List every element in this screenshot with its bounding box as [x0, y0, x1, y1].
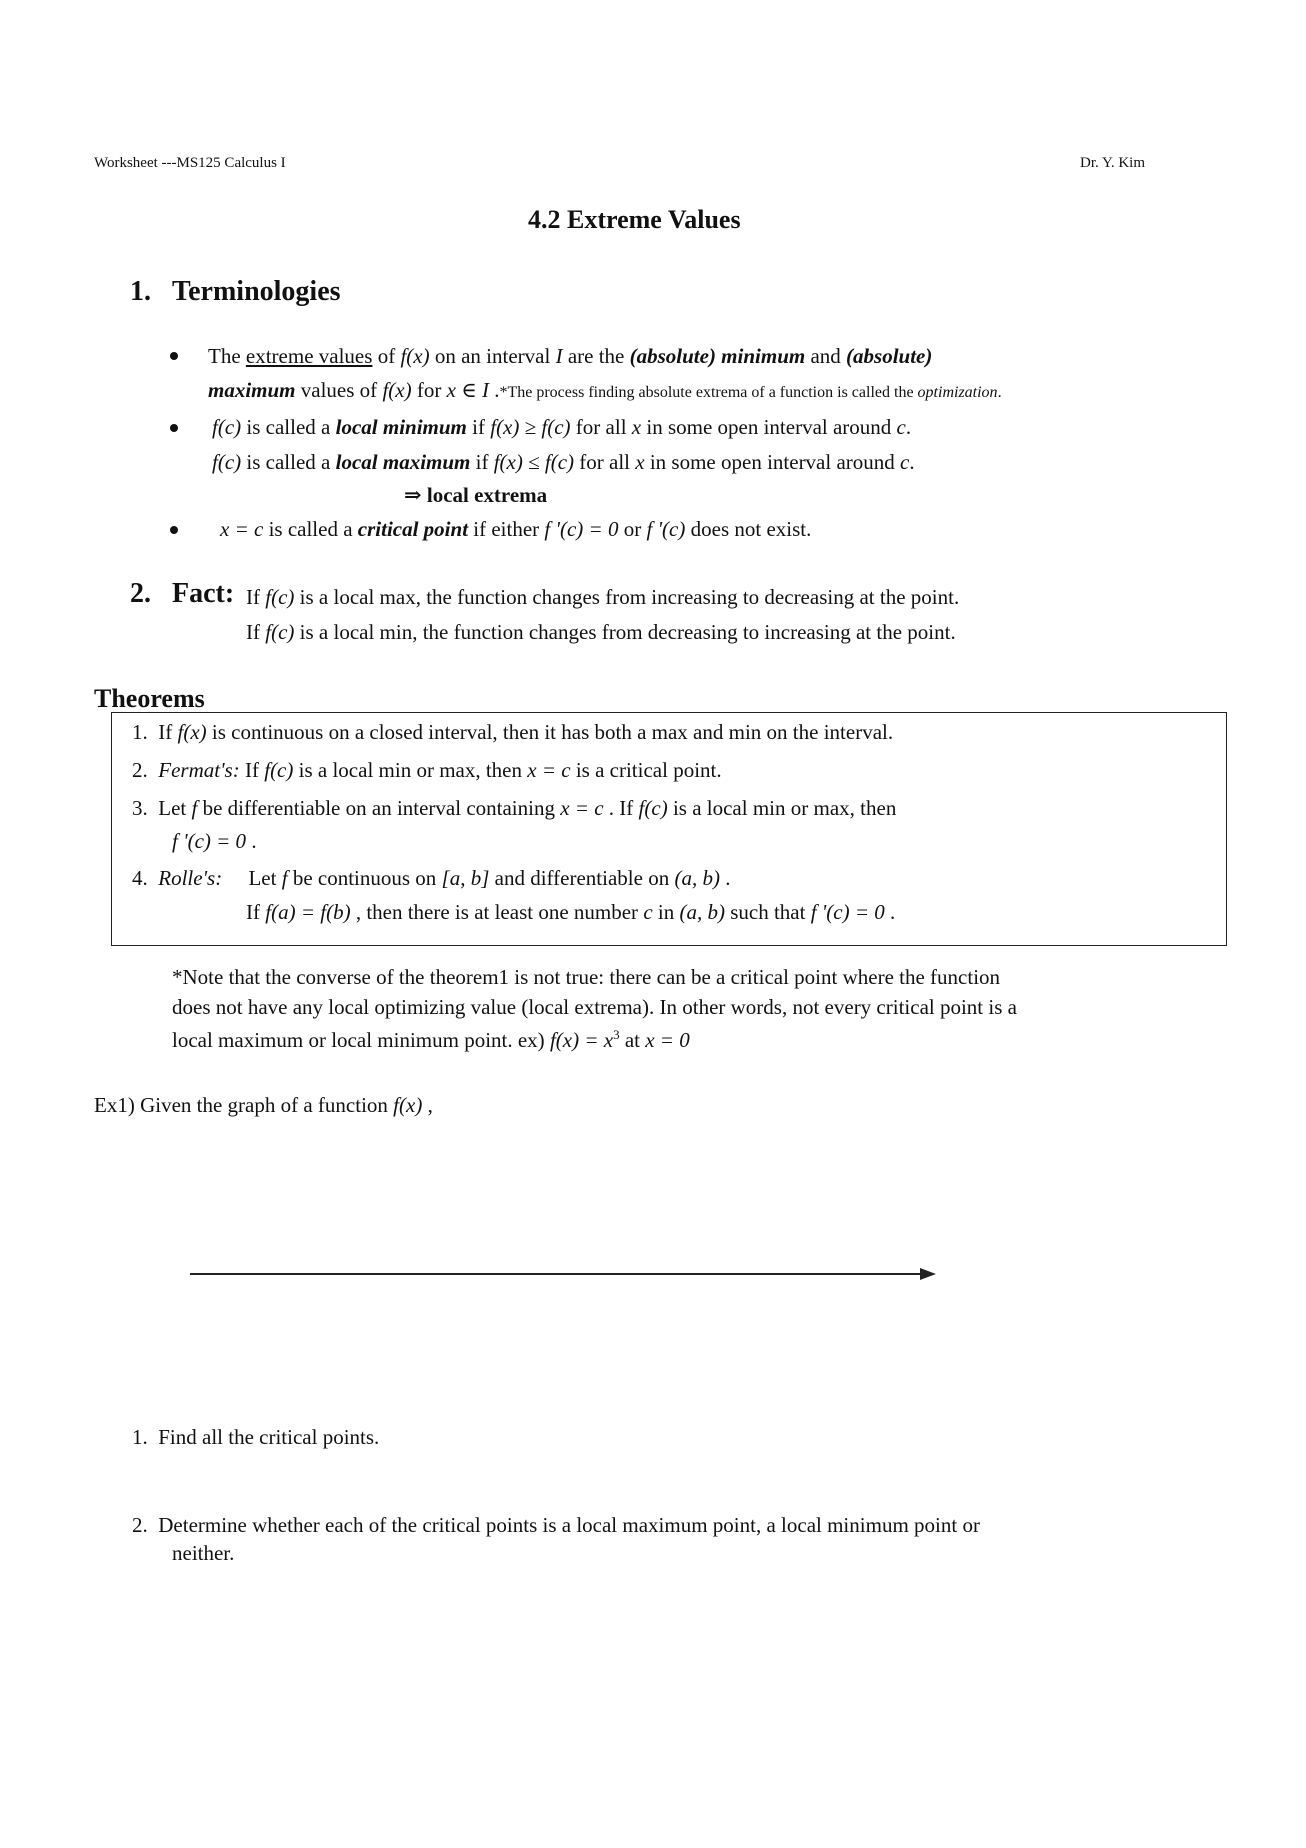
- text: for all: [574, 450, 636, 474]
- rolle-label: Rolle's:: [158, 866, 223, 890]
- fact-line2: [246, 617, 956, 647]
- header-right: Dr. Y. Kim: [1080, 155, 1146, 171]
- text: values of: [295, 378, 383, 402]
- local-extrema-label: local extrema: [426, 483, 548, 507]
- text: . If: [603, 796, 639, 820]
- math-fc: f(c): [265, 620, 295, 644]
- text: is a local min or max, then: [293, 758, 528, 782]
- text: and: [805, 344, 847, 368]
- text: is called a: [241, 450, 336, 474]
- section1-number: 1.: [130, 276, 151, 307]
- text: if: [470, 450, 494, 474]
- text: is called a: [263, 517, 358, 541]
- bullet1-line1: [208, 341, 932, 371]
- math-c: c: [643, 900, 653, 924]
- text: .: [905, 415, 912, 439]
- text: local maximum or local minimum point. ex): [172, 1028, 550, 1052]
- math-x: x: [635, 450, 645, 474]
- theorem-1: [132, 717, 893, 747]
- text: , then there is at least one number: [350, 900, 644, 924]
- question-text: Find all the critical points.: [158, 1425, 380, 1449]
- text: .: [719, 866, 731, 890]
- text: The: [208, 344, 246, 368]
- text: ,: [422, 1093, 433, 1117]
- math-c: c: [900, 450, 910, 474]
- text: such that: [724, 900, 811, 924]
- text: If: [158, 720, 178, 744]
- optimization-note: *The process finding absolute extrema of a function is called the: [499, 384, 918, 401]
- text: at: [619, 1028, 646, 1052]
- text: .: [909, 450, 915, 474]
- critical-point-term: critical point: [357, 517, 469, 541]
- math-fa-equals-fb: f(a) = f(b): [265, 900, 351, 924]
- text: Let: [158, 796, 192, 820]
- text: .: [246, 829, 257, 853]
- text: If: [246, 585, 266, 609]
- section1-heading: Terminologies: [172, 276, 341, 307]
- note-line3: [172, 1025, 690, 1055]
- theorem-3: [132, 793, 896, 823]
- math-x-equals-0: x = 0: [645, 1028, 690, 1052]
- item-number: 2.: [132, 758, 148, 782]
- text: .: [884, 900, 896, 924]
- math-fc: f(c): [212, 450, 242, 474]
- text: Ex1) Given the graph of a function: [94, 1093, 394, 1117]
- text: is a local max, the function changes from increasing to decreasing at the point.: [294, 585, 960, 609]
- math-x: x: [631, 415, 642, 439]
- theorem-4-line2: [246, 897, 895, 927]
- local-extrema-line: [404, 480, 547, 510]
- math-derivative-zero: f '(c) = 0: [544, 517, 619, 541]
- text: Let: [248, 866, 282, 890]
- bullet2-line1: [212, 412, 911, 442]
- maximum-term: maximum: [208, 378, 296, 402]
- math-inequality: f(x) ≤ f(c): [493, 450, 575, 474]
- text: are the: [562, 344, 630, 368]
- optimization-term: optimization: [917, 384, 998, 401]
- math-I: I: [555, 344, 563, 368]
- math-derivative-zero: f '(c) = 0: [810, 900, 885, 924]
- math-x-in-I: x ∈ I: [446, 378, 489, 402]
- text: is a local min, the function changes from decreasing to increasing at the point.: [294, 620, 956, 644]
- text: is a local min or max, then: [667, 796, 897, 820]
- math-f: f: [281, 866, 288, 890]
- section2-heading: Fact:: [172, 578, 235, 609]
- theorem-2: [132, 755, 722, 785]
- math-derivative-zero: f '(c) = 0: [172, 829, 247, 853]
- absolute-term: (absolute): [846, 344, 933, 368]
- exponent: 3: [613, 1027, 620, 1042]
- bullet1-line2: [208, 375, 1002, 408]
- text: is called a: [241, 415, 336, 439]
- text: be continuous on: [287, 866, 442, 890]
- question-2: [132, 1510, 980, 1540]
- bullet-dot: [170, 526, 178, 534]
- text: If: [246, 900, 266, 924]
- text: for all: [570, 415, 632, 439]
- bullet-dot: [170, 424, 178, 432]
- item-number: 4.: [132, 866, 148, 890]
- section2-number: 2.: [130, 578, 151, 609]
- math-x-equals-c: x = c: [560, 796, 604, 820]
- text: .: [488, 378, 500, 402]
- question-2-line2: neither.: [172, 1541, 235, 1565]
- theorem-4: [132, 863, 730, 893]
- note-line2: does not have any local optimizing value (local extrema). In other words, not every critical point is a: [172, 995, 1017, 1019]
- math-f: f: [191, 796, 198, 820]
- item-number: 1.: [132, 1425, 148, 1449]
- text: for: [411, 378, 447, 402]
- text: if either: [468, 517, 545, 541]
- absolute-minimum-term: (absolute) minimum: [629, 344, 806, 368]
- page-title: 4.2 Extreme Values: [528, 205, 741, 234]
- text: be differentiable on an interval containing: [197, 796, 561, 820]
- question-text: Determine whether each of the critical points is a local maximum point, a local minimum point or: [158, 1513, 980, 1537]
- math-c: c: [896, 415, 906, 439]
- math-fc: f(c): [638, 796, 668, 820]
- x-axis-arrow: [180, 1262, 940, 1286]
- math-x-equals-c: x = c: [527, 758, 571, 782]
- item-number: 3.: [132, 796, 148, 820]
- fact-line1: [246, 582, 959, 612]
- arrowhead-icon: [920, 1268, 936, 1280]
- fermat-label: Fermat's:: [158, 758, 240, 782]
- math-fc: f(c): [212, 415, 242, 439]
- math-fx: f(x): [393, 1093, 423, 1117]
- text: If: [239, 758, 265, 782]
- text: or: [618, 517, 647, 541]
- math-x-equals-c: x = c: [220, 517, 264, 541]
- math-open-interval: (a, b): [674, 866, 720, 890]
- math-fx-cubic: f(x) = x: [549, 1028, 614, 1052]
- math-fx: f(x): [400, 344, 430, 368]
- local-minimum-term: local minimum: [335, 415, 467, 439]
- bullet2-line2: [212, 447, 915, 477]
- math-fx: f(x): [382, 378, 412, 402]
- theorem-3-line2: [172, 826, 257, 856]
- text: in: [652, 900, 680, 924]
- header-left: Worksheet ---MS125 Calculus I: [94, 155, 286, 171]
- text: in some open interval around: [641, 415, 897, 439]
- implies-arrow-icon: ⇒: [404, 483, 422, 507]
- bullet3-line: [220, 514, 811, 544]
- math-fx: f(x): [177, 720, 207, 744]
- text: is continuous on a closed interval, then it has both a max and min on the interval.: [206, 720, 894, 744]
- text: does not exist.: [685, 517, 812, 541]
- local-maximum-term: local maximum: [335, 450, 471, 474]
- note-line1: *Note that the converse of the theorem1 is not true: there can be a critical point where the function: [172, 965, 1001, 989]
- math-open-interval: (a, b): [679, 900, 725, 924]
- question-1: [132, 1422, 379, 1452]
- math-inequality: f(x) ≥ f(c): [490, 415, 571, 439]
- text: on an interval: [429, 344, 556, 368]
- text: in some open interval around: [644, 450, 901, 474]
- text: .: [997, 384, 1002, 401]
- extreme-values-term: extreme values: [245, 344, 373, 368]
- bullet-dot: [170, 352, 178, 360]
- theorems-heading: Theorems: [94, 684, 205, 713]
- example1-prompt: [94, 1090, 433, 1120]
- text: of: [372, 344, 401, 368]
- math-closed-interval: [a, b]: [441, 866, 490, 890]
- math-fc: f(c): [264, 758, 294, 782]
- text: if: [466, 415, 491, 439]
- item-number: 1.: [132, 720, 148, 744]
- math-fc: f(c): [265, 585, 295, 609]
- text: is a critical point.: [570, 758, 722, 782]
- math-derivative: f '(c): [646, 517, 686, 541]
- text: If: [246, 620, 266, 644]
- item-number: 2.: [132, 1513, 148, 1537]
- text: and differentiable on: [489, 866, 675, 890]
